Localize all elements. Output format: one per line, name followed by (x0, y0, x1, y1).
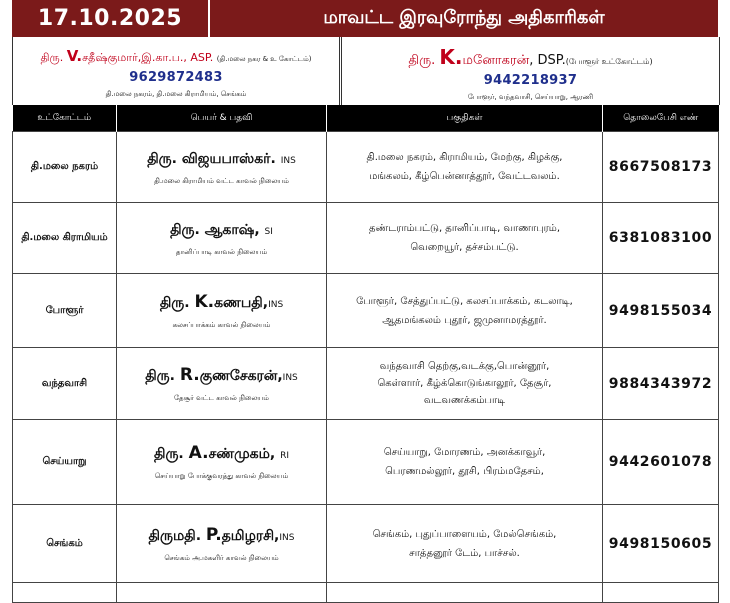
table-row (13, 505, 719, 583)
officer-cell: திரு. ஆகாஷ், SI தானிப்பாடி காவல் நிலையம் (117, 203, 327, 274)
patrol-table (12, 105, 719, 603)
table-row (13, 203, 719, 274)
subdivision: செங்கம் (13, 505, 117, 583)
officer-cell: திரு. விஜயபாஸ்கர். INS தி.மலை கிராமியம் வட்ட காவல் நிலையம் (117, 132, 327, 203)
page-title: மாவட்ட இரவுரோந்து அதிகாரிகள் (323, 7, 605, 28)
table-row (13, 348, 719, 420)
asp-areas: தி.மலை நகரம், தி.மலை கிராமியம், செங்கம் (105, 90, 247, 98)
areas: செய்யாறு, மோரணம், அனக்காவூர், பெரணமல்லூர், தூசி, பிரம்மதேசம், (327, 420, 603, 505)
table-row (13, 583, 719, 603)
subdivision: வந்தவாசி (13, 348, 117, 420)
asp-box (13, 37, 342, 105)
col-header-areas: பகுதிகள் (327, 105, 603, 132)
dsp-areas: போளூர், வந்தவாசி, செய்யாறு, ஆரணி (467, 93, 594, 101)
officer-cell: திருமதி. P.தமிழரசி,INS செங்கம் அ.மகளிர் காவல் நிலையம் (117, 505, 327, 583)
subdivision: தி.மலை நகரம் (13, 132, 117, 203)
senior-officers (12, 37, 720, 105)
subdivision: தி.மலை கிராமியம் (13, 203, 117, 274)
subdivision: செய்யாறு (13, 420, 117, 505)
table-row (13, 420, 719, 505)
col-header-subdivision: உட்கோட்டம் (13, 105, 117, 132)
phone: 9498155034 (603, 274, 719, 348)
col-header-phone: தொலைபேசி எண் (603, 105, 719, 132)
station: செங்கம் அ.மகளிர் காவல் நிலையம் (164, 553, 279, 562)
table-header-row (13, 105, 719, 132)
station: தி.மலை கிராமியம் வட்ட காவல் நிலையம் (154, 177, 289, 185)
date: 17.10.2025 (12, 0, 210, 37)
dsp-box (342, 37, 719, 105)
officer-cell: திரு. K.கணபதி,INS கலசப்பாக்கம் காவல் நிலையம் (117, 274, 327, 348)
areas: வந்தவாசி தெற்கு,வடக்கு,பொன்னூர், கெள்ளார், கீழ்க்கொடுங்காலூர், தேசூர், வடவணக்கம்பாடி (327, 348, 603, 420)
subdivision: போளூர் (13, 274, 117, 348)
phone: 6381083100 (603, 203, 719, 274)
asp-phone: 9629872483 (129, 70, 223, 85)
station: தானிப்பாடி காவல் நிலையம் (175, 248, 268, 256)
phone: 8667508173 (603, 132, 719, 203)
officer-cell: திரு. R.குணசேகரன்,INS தேசூர் வட்ட காவல் நிலையம் (117, 348, 327, 420)
station: தேசூர் வட்ட காவல் நிலையம் (174, 393, 269, 402)
areas: தி.மலை நகரம், கிராமியம், மேற்கு, கிழக்கு, மங்கலம், கீழ்பென்னாத்தூர், வேட்டவலம். (327, 132, 603, 203)
phone: 9442601078 (603, 420, 719, 505)
phone: 9498150605 (603, 505, 719, 583)
areas: போளூர், சேத்துப்பட்டு, கலசப்பாக்கம், கடலாடி, ஆதமங்கலம் புதூர், ஜமுனாமரத்தூர். (327, 274, 603, 348)
areas: செங்கம், புதுப்பாளையம், மேல்செங்கம், சாத்தனூர் டேம், பாச்சல். (327, 505, 603, 583)
station: செய்யாறு போக்குவரத்து காவல் நிலையம் (154, 472, 289, 480)
table-row (13, 274, 719, 348)
table-row (13, 132, 719, 203)
header-band (12, 0, 718, 37)
areas: தண்டராம்பட்டு, தானிப்பாடி, வாணாபுரம், வெறையூர், தச்சம்பட்டு. (327, 203, 603, 274)
station: கலசப்பாக்கம் காவல் நிலையம் (172, 320, 271, 329)
dsp-name: திரு. K.மனோகரன், DSP.(போளூர் உட்கோட்டம்) (408, 45, 653, 69)
officer-cell: திரு. A.சண்முகம், RI செய்யாறு போக்குவரத்து காவல் நிலையம் (117, 420, 327, 505)
col-header-name: பெயர் & பதவி (117, 105, 327, 132)
asp-name: திரு. V.சதீஷ்குமார்,இ.கா.ப., ASP. (தி.மலை நகர & உ கோட்டம்) (40, 47, 312, 65)
dsp-phone: 9442218937 (483, 73, 578, 88)
phone: 9884343972 (603, 348, 719, 420)
